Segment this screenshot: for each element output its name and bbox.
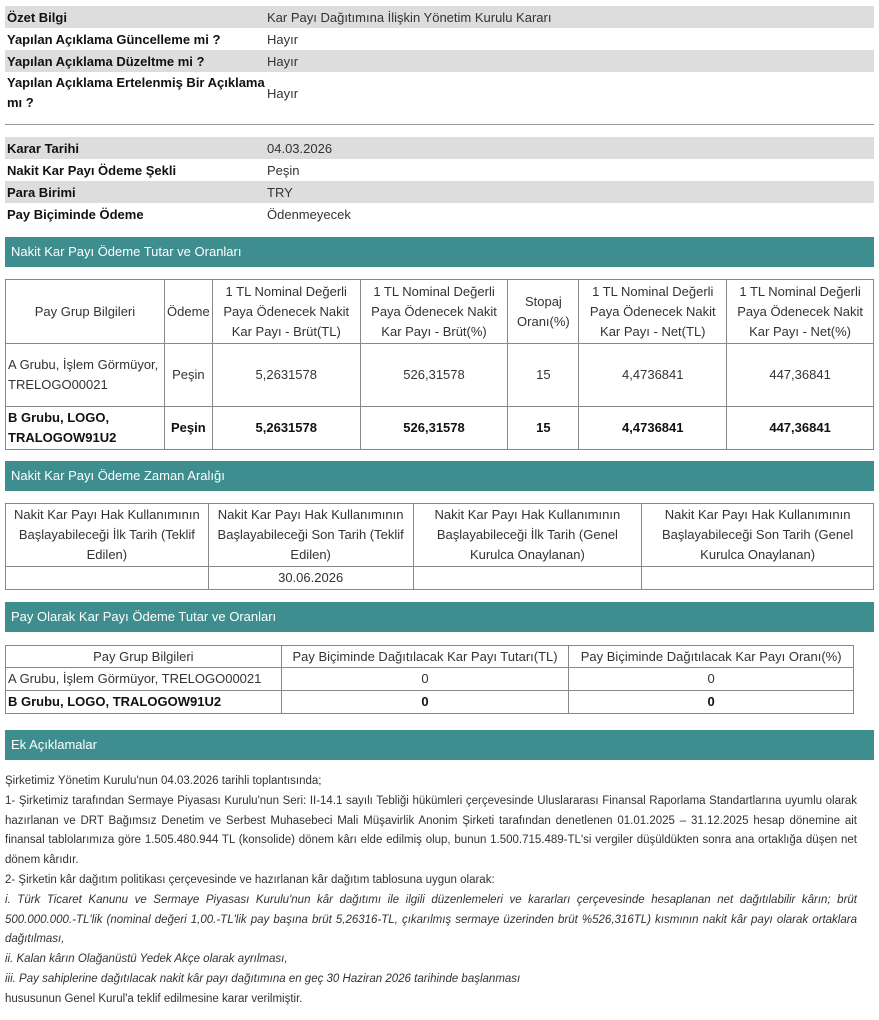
currency-row	[5, 181, 874, 203]
table-row	[6, 567, 874, 590]
payment-method-row	[5, 159, 874, 181]
cash-cell: 15	[508, 407, 579, 450]
cash-header: 1 TL Nominal Değerli Paya Ödenecek Nakit Kar Payı - Brüt(TL)	[212, 280, 360, 344]
share-table	[5, 645, 854, 714]
schedule-cell	[413, 567, 642, 590]
share-cell: 0	[569, 691, 854, 714]
share-cell: B Grubu, LOGO, TRALOGOW91U2	[6, 691, 282, 714]
cash-cell: 15	[508, 344, 579, 407]
share-cell: A Grubu, İşlem Görmüyor, TRELOGO00021	[6, 668, 282, 691]
notes-body	[5, 772, 857, 1010]
cash-header-row	[6, 280, 874, 344]
divider	[5, 124, 874, 125]
schedule-cell: 30.06.2026	[208, 567, 413, 590]
schedule-header-row	[6, 504, 874, 567]
notes-item-1: i. Türk Ticaret Kanunu ve Sermaye Piyasası Kurulu'nun kâr dağıtımı ile ilgili düzenlemeleri ve kararları çerçevesinde hesaplanan net dağıtılabilir kârın; brüt 500.000.000.-TL'lik (nominal değeri 1,00.-TL'lik pay başına brüt 5,26316-TL, çıkarılmış sermaye üzerinden brüt %526,316TL) kısmının nakit kâr payı olarak ortaklara dağıtılması,	[5, 893, 857, 946]
decision-date-label: Karar Tarihi	[5, 137, 267, 159]
schedule-cell	[642, 567, 874, 590]
summary-table	[5, 6, 874, 114]
summary-value: Kar Payı Dağıtımına İlişkin Yönetim Kurulu Kararı	[267, 6, 874, 28]
cash-cell: 526,31578	[360, 344, 508, 407]
cash-header: Pay Grup Bilgileri	[6, 280, 165, 344]
schedule-cell	[6, 567, 209, 590]
notes-item-2: ii. Kalan kârın Olağanüstü Yedek Akçe olarak ayrılması,	[5, 953, 288, 966]
update-row	[5, 28, 874, 50]
schedule-section-title: Nakit Kar Payı Ödeme Zaman Aralığı	[5, 461, 874, 491]
cash-cell: A Grubu, İşlem Görmüyor, TRELOGO00021	[6, 344, 165, 407]
schedule-table	[5, 503, 874, 590]
summary-label: Özet Bilgi	[5, 6, 267, 28]
cash-cell: 5,2631578	[212, 407, 360, 450]
table-row	[6, 407, 874, 450]
share-header-row	[6, 646, 854, 668]
summary-row	[5, 6, 874, 28]
notes-item-3: iii. Pay sahiplerine dağıtılacak nakit kâr payı dağıtımına en geç 30 Haziran 2026 tarihinde başlanması	[5, 972, 521, 985]
cash-header: Stopaj Oranı(%)	[508, 280, 579, 344]
cash-header: 1 TL Nominal Değerli Paya Ödenecek Nakit Kar Payı - Net(TL)	[579, 280, 727, 344]
notes-paragraph-1: 1- Şirketimiz tarafından Sermaye Piyasası Kurulu'nun Seri: II-14.1 sayılı Tebliği hükümleri çerçevesinde Uluslararası Finansal Raporlama Standartlarına uyumlu olarak hazırlanan ve DRT Bağımsız Denetim ve Serbest Muhasebeci Mali Müşavirlik Anonim Şirketi tarafından denetlenen 01.01.2025 – 31.12.2025 hesap dönemine ait finansal tablolarımıza göre 1.505.480.944 TL (konsolide) dönem kârı elde edilmiş olup, bunun 1.500.715.489-TL'si vergiler düşüldükten sonra ana ortaklığa düşen net dönem kârıdır.	[5, 794, 857, 867]
share-header: Pay Grup Bilgileri	[6, 646, 282, 668]
deferred-row	[5, 72, 874, 114]
payment-method-value: Peşin	[267, 162, 300, 178]
correction-row	[5, 50, 874, 72]
cash-cell: Peşin	[164, 344, 212, 407]
schedule-header: Nakit Kar Payı Hak Kullanımının Başlayabileceği İlk Tarih (Teklif Edilen)	[6, 504, 209, 567]
notes-closing: hususunun Genel Kurul'a teklif edilmesine karar verilmiştir.	[5, 992, 303, 1005]
update-value: Hayır	[267, 31, 299, 47]
deferred-label: Yapılan Açıklama Ertelenmiş Bir Açıklama mı ?	[7, 75, 265, 110]
schedule-header: Nakit Kar Payı Hak Kullanımının Başlayabileceği Son Tarih (Teklif Edilen)	[208, 504, 413, 567]
cash-cell: B Grubu, LOGO, TRALOGOW91U2	[6, 407, 165, 450]
share-header: Pay Biçiminde Dağıtılacak Kar Payı Oranı(%)	[569, 646, 854, 668]
cash-cell: 5,2631578	[212, 344, 360, 407]
share-payment-label: Pay Biçiminde Ödeme	[7, 206, 144, 222]
schedule-header: Nakit Kar Payı Hak Kullanımının Başlayabileceği İlk Tarih (Genel Kurulca Onaylanan)	[413, 504, 642, 567]
cash-header: 1 TL Nominal Değerli Paya Ödenecek Nakit Kar Payı - Net(%)	[727, 280, 874, 344]
cash-section-title: Nakit Kar Payı Ödeme Tutar ve Oranları	[5, 237, 874, 267]
notes-section-title: Ek Açıklamalar	[5, 730, 874, 760]
decision-date-row	[5, 137, 874, 159]
cash-cell: 4,4736841	[579, 407, 727, 450]
schedule-header: Nakit Kar Payı Hak Kullanımının Başlayabileceği Son Tarih (Genel Kurulca Onaylanan)	[642, 504, 874, 567]
share-cell: 0	[281, 668, 569, 691]
table-row	[6, 691, 854, 714]
cash-cell: 526,31578	[360, 407, 508, 450]
share-cell: 0	[281, 691, 569, 714]
correction-label: Yapılan Açıklama Düzeltme mi ?	[5, 50, 267, 72]
update-label: Yapılan Açıklama Güncelleme mi ?	[7, 31, 221, 47]
correction-value: Hayır	[267, 50, 874, 72]
cash-header: Ödeme	[164, 280, 212, 344]
cash-cell: Peşin	[164, 407, 212, 450]
currency-label: Para Birimi	[5, 181, 267, 203]
share-payment-value: Ödenmeyecek	[267, 206, 351, 222]
decision-table	[5, 137, 874, 225]
table-row	[6, 668, 854, 691]
notes-paragraph-2: 2- Şirketin kâr dağıtım politikası çerçevesinde ve hazırlanan kâr dağıtım tablosuna uygun olarak:	[5, 873, 495, 886]
cash-header: 1 TL Nominal Değerli Paya Ödenecek Nakit Kar Payı - Brüt(%)	[360, 280, 508, 344]
share-section-title: Pay Olarak Kar Payı Ödeme Tutar ve Oranları	[5, 602, 874, 632]
decision-date-value: 04.03.2026	[267, 137, 874, 159]
cash-cell: 447,36841	[727, 344, 874, 407]
share-cell: 0	[569, 668, 854, 691]
cash-cell: 4,4736841	[579, 344, 727, 407]
share-payment-row	[5, 203, 874, 225]
currency-value: TRY	[267, 181, 874, 203]
cash-cell: 447,36841	[727, 407, 874, 450]
notes-intro: Şirketimiz Yönetim Kurulu'nun 04.03.2026 tarihli toplantısında;	[5, 775, 322, 787]
table-row	[6, 344, 874, 407]
cash-table	[5, 279, 874, 450]
share-header: Pay Biçiminde Dağıtılacak Kar Payı Tutarı(TL)	[281, 646, 569, 668]
deferred-value: Hayır	[267, 85, 299, 101]
payment-method-label: Nakit Kar Payı Ödeme Şekli	[7, 162, 177, 178]
